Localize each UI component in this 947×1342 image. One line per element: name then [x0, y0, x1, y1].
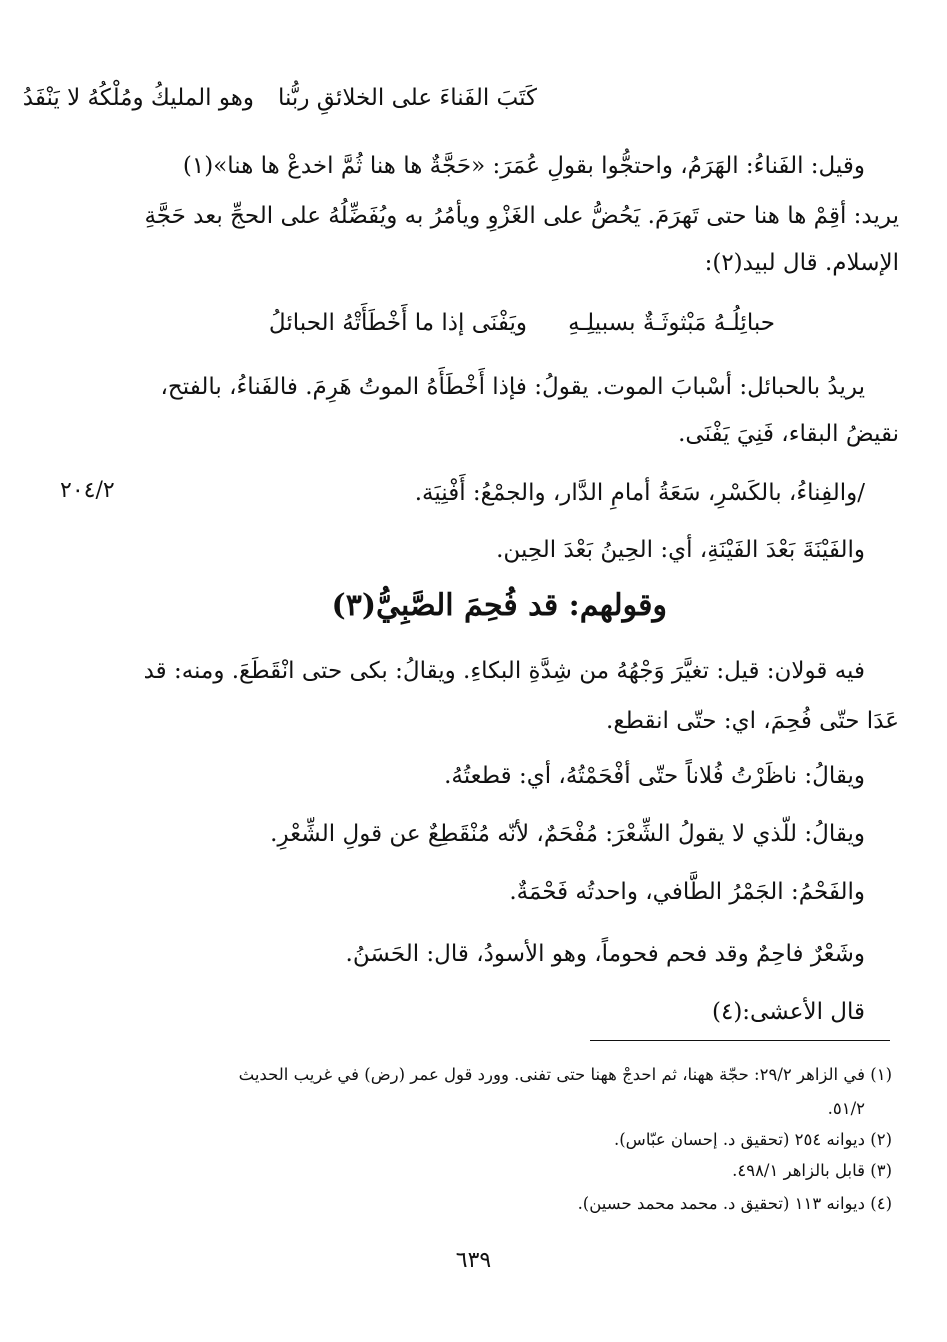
footnote-2: (٢) ديوانه ٢٥٤ (تحقيق د. إحسان عبّاس). [614, 1130, 892, 1149]
footnote-separator [590, 1040, 890, 1041]
footnote-1-cont: ٥١/٢. [827, 1099, 865, 1118]
para5-line1: فيه قولان: قيل: تغيَّرَ وَجْهُهُ من شِدَّةِ البكاءِ. ويقالُ: بكى حتى انْقَطَعَ. ومنه: قد [143, 658, 865, 684]
para9-line: وشَعْرٌ فاحِمٌ وقد فحم فحوماً، وهو الأسودُ، قال: الحَسَنُ. [345, 941, 865, 967]
verse1-second-hemistich: وهو المليكُ ومُلْكُهُ لا يَنْفَدُ [22, 85, 254, 111]
section-heading: وقولهم: قد فُحِمَ الصَّبِيُّ(٣) [331, 588, 667, 623]
margin-reference: ٢٠٤/٢ [60, 478, 115, 503]
para3-line: /والفِناءُ، بالكَسْرِ، سَعَةُ أمامِ الدَّار، والجمْعُ: أَفْنِيَة. [414, 480, 865, 506]
para5-line2: عَدَا حتّى فُحِمَ، اي: حتّى انقطع. [606, 708, 899, 734]
verse2-first-hemistich: حبائِلُـهُ مَبْثوثَـةٌ بسبيلِـهِ [568, 310, 775, 336]
verse2-second-hemistich: ويَفْنَى إذا ما أَخْطَأَتْهُ الحبائلُ [268, 310, 527, 336]
footnote-4: (٤) ديوانه ١١٣ (تحقيق د. محمد محمد حسين). [577, 1194, 892, 1213]
para1-line2: يريد: أقِمْ ها هنا حتى تَهرَمَ. يَحُضُّ على الغَزْوِ ويأمُرُ به ويُفَضِّلُهُ على الحجِّ بعد حَجَّةِ [144, 203, 899, 229]
footnote-1: (١) في الزاهر ٢٩/٢: حجّة ههنا، ثم احدجْ ههنا حتى تفنى. وورد قول عمر (رض) في غريب الحديث [238, 1065, 892, 1084]
para2-line1: يريدُ بالحبائل: أسْبابَ الموت. يقولُ: فإذا أَخْطَأَهُ الموتُ هَرِمَ. فالفَناءُ، بالفتح، [160, 374, 865, 400]
para7-line: ويقالُ: للّذي لا يقولُ الشِّعْرَ: مُفْحَمٌ، لأنّه مُنْقَطِعٌ عن قولِ الشِّعْرِ. [270, 821, 865, 847]
para2-line2: نقيضُ البقاء، فَنِيَ يَفْنَى. [678, 421, 899, 447]
para4-line: والفَيْنَةَ بَعْدَ الفَيْنَةِ، أي: الحِينُ بَعْدَ الحِين. [496, 537, 865, 563]
para10-line: قال الأعشى:(٤) [711, 999, 865, 1025]
para8-line: والفَحْمُ: الجَمْرُ الطَّافي، واحدتُه فَحْمَةٌ. [509, 879, 865, 905]
para1-line1: وقيل: الفَناءُ: الهَرَمُ، واحتجُّوا بقولِ عُمَرَ: «حَجَّةٌ ها هنا ثُمَّ اخدعْ ها هنا»(١) [182, 153, 865, 179]
verse1-first-hemistich: كَتَبَ الفَناءَ على الخلائقِ ربُّنا [277, 85, 537, 111]
para6-line: ويقالُ: ناظَرْتُ فُلاناً حتّى أفْحَمْتُهُ، أي: قطعتُهُ. [444, 763, 865, 789]
footnote-3: (٣) قابل بالزاهر ٤٩٨/١. [732, 1161, 892, 1180]
page-number: ٦٣٩ [455, 1248, 492, 1273]
para1-line3: الإسلام. قال لبيد(٢): [704, 250, 899, 276]
